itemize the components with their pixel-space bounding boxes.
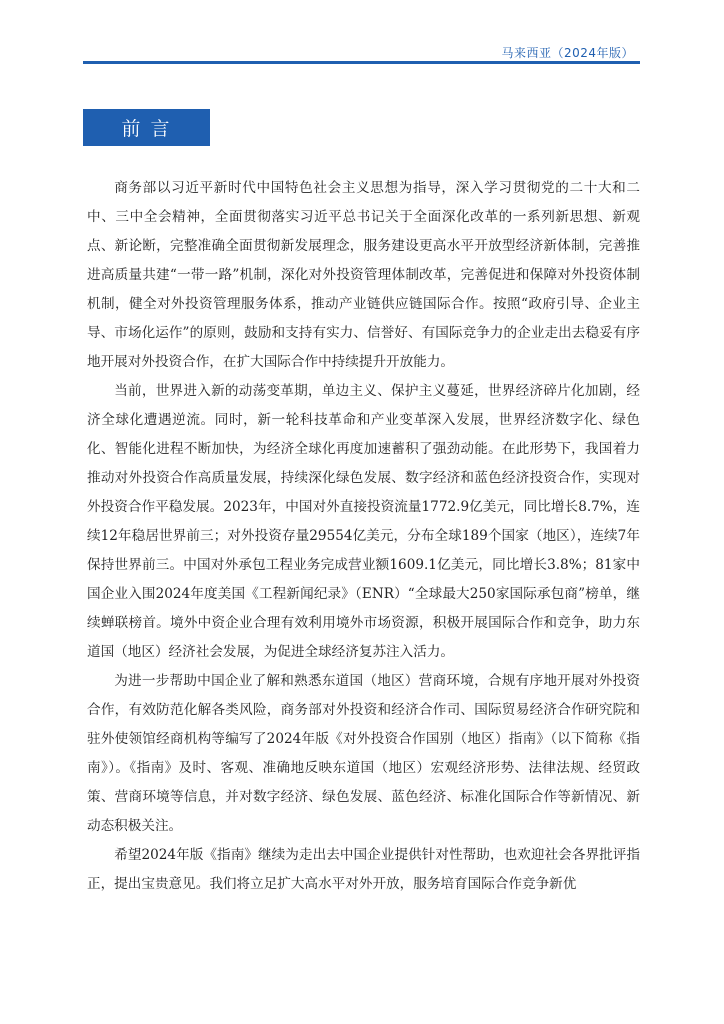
body-text [87, 174, 640, 899]
document-header-title: 马来西亚（2024年版） [501, 46, 634, 60]
paragraph-3: 为进一步帮助中国企业了解和熟悉东道国（地区）营商环境，合规有序地开展对外投资合作，有效防范化解各类风险，商务部对外投资和经济合作司、国际贸易经济合作研究院和驻外使领馆经商机构等编写了2024年版《对外投资合作国别（地区）指南》（以下简称《指南》）。《指南》及时、客观、准确地反映东道国（地区）宏观经济形势、法律法规、经贸政策、营商环境等信息，并对数字经济、绿色发展、蓝色经济、标准化国际合作等新情况、新动态积极关注。 [87, 673, 640, 834]
paragraph-2: 当前，世界进入新的动荡变革期，单边主义、保护主义蔓延，世界经济碎片化加剧，经济全球化遭遇逆流。同时，新一轮科技革命和产业变革深入发展，世界经济数字化、绿色化、智能化进程不断加快，为经济全球化再度加速蓄积了强劲动能。在此形势下，我国着力推动对外投资合作高质量发展，持续深化绿色发展、数字经济和蓝色经济投资合作，实现对外投资合作平稳发展。2023年，中国对外直接投资流量1772.9亿美元，同比增长8.7%，连续12年稳居世界前三；对外投资存量29554亿美元，分布全球189个国家（地区），连续7年保持世界前三。中国对外承包工程业务完成营业额1609.1亿美元，同比增长3.8%；81家中国企业入围2024年度美国《工程新闻纪录》（ENR）“全球最大250家国际承包商”榜单，继续蝉联榜首。境外中资企业合理有效利用境外市场资源，积极开展国际合作和竞争，助力东道国（地区）经济社会发展，为促进全球经济复苏注入活力。 [87, 383, 640, 660]
paragraph-1: 商务部以习近平新时代中国特色社会主义思想为指导，深入学习贯彻党的二十大和二中、三中全会精神，全面贯彻落实习近平总书记关于全面深化改革的一系列新思想、新观点、新论断，完整准确全面贯彻新发展理念，服务建设更高水平开放型经济新体制，完善推进高质量共建“一带一路”机制，深化对外投资管理体制改革，完善促进和保障对外投资体制机制，健全对外投资管理服务体系，推动产业链供应链国际合作。按照“政府引导、企业主导、市场化运作”的原则，鼓励和支持有实力、信誉好、有国际竞争力的企业走出去稳妥有序地开展对外投资合作，在扩大国际合作中持续提升开放能力。 [87, 180, 640, 370]
section-title: 前言 [121, 118, 180, 140]
paragraph-4: 希望2024年版《指南》继续为走出去中国企业提供针对性帮助，也欢迎社会各界批评指正，提出宝贵意见。我们将立足扩大高水平对外开放，服务培育国际合作竞争新优 [87, 847, 640, 892]
section-title-box [83, 109, 210, 146]
header-divider [83, 61, 640, 64]
